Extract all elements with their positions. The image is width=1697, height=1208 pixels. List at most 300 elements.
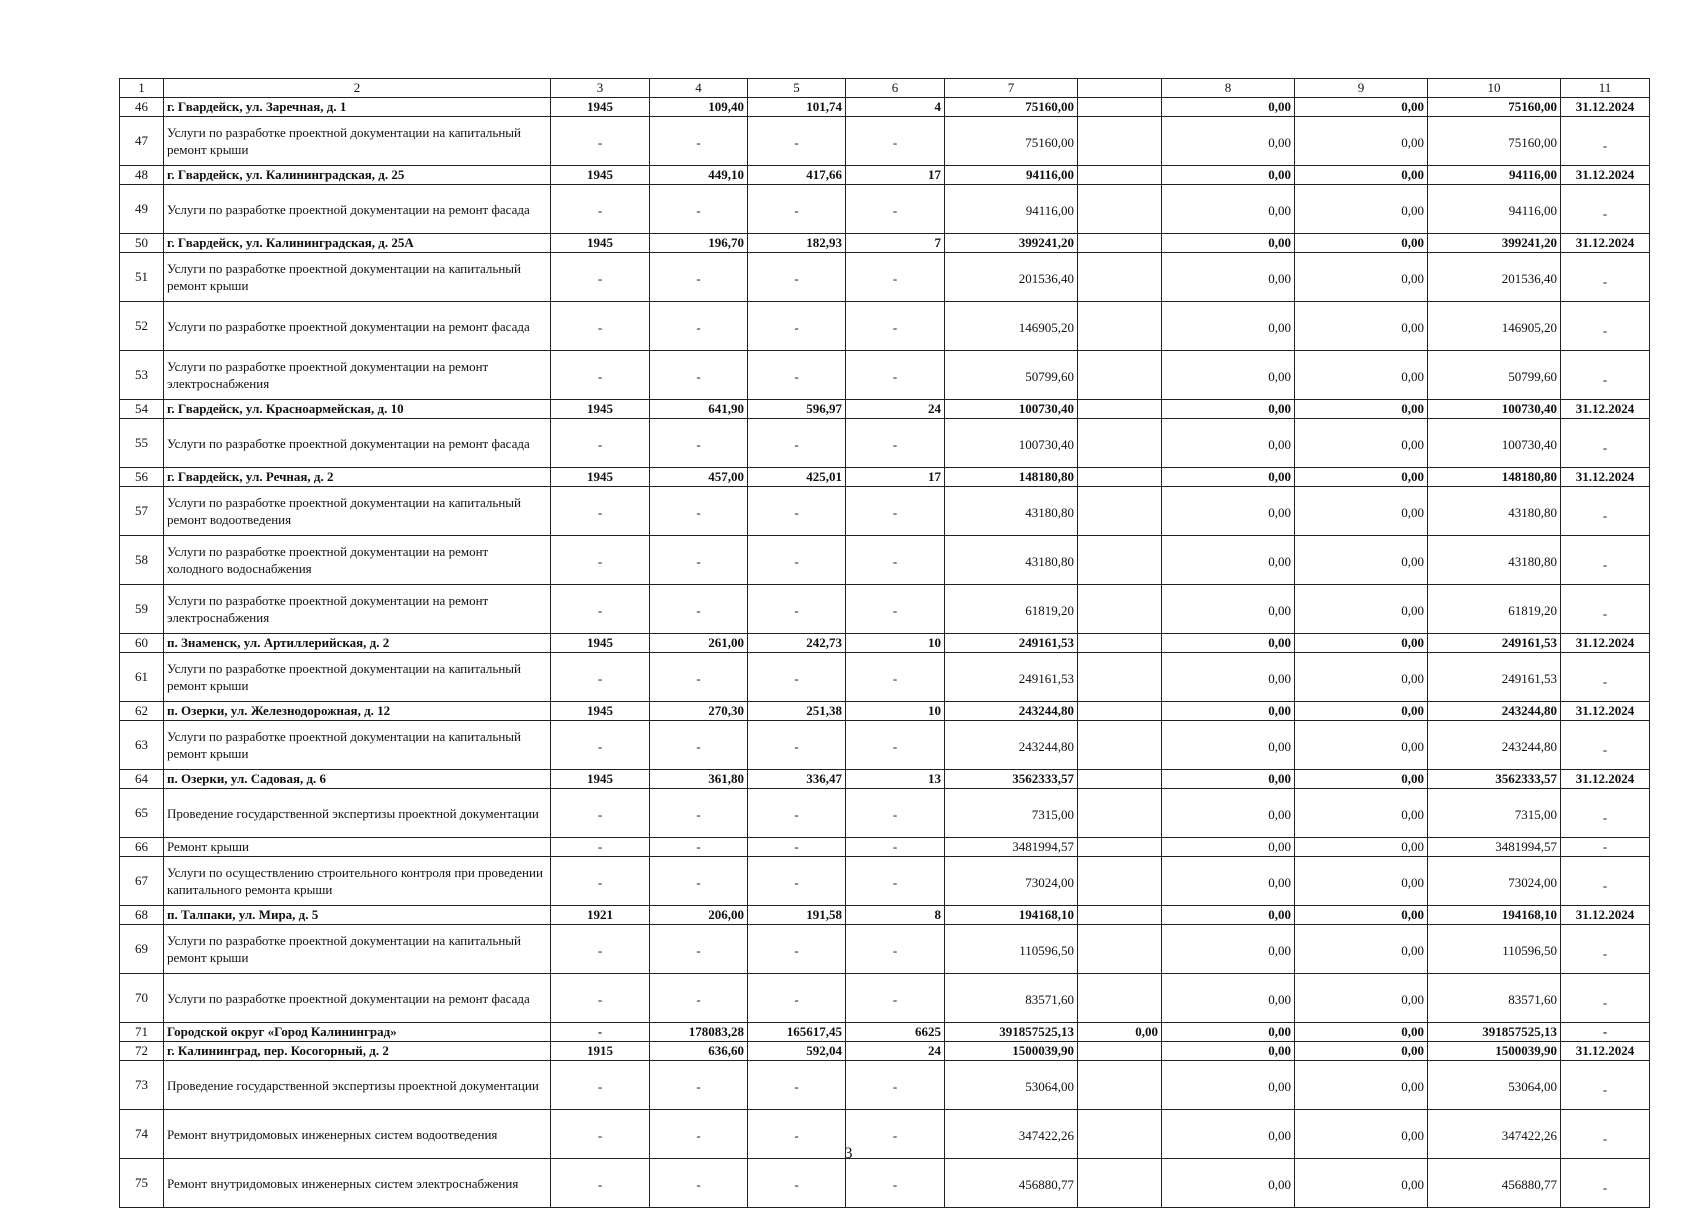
row-name: Услуги по разработке проектной документации на капитальный ремонт крыши bbox=[164, 653, 551, 702]
completion-date: - bbox=[1561, 351, 1650, 400]
row-number: 52 bbox=[120, 302, 164, 351]
column-number-row bbox=[120, 79, 1650, 98]
total-area: 449,10 bbox=[650, 166, 748, 185]
cost-fund bbox=[1078, 302, 1162, 351]
cost-regional: 0,00 bbox=[1295, 419, 1428, 468]
cost-owners: 3481994,57 bbox=[1428, 838, 1561, 857]
cost-regional: 0,00 bbox=[1295, 117, 1428, 166]
cost-owners: 100730,40 bbox=[1428, 419, 1561, 468]
row-number: 55 bbox=[120, 419, 164, 468]
service-row bbox=[120, 838, 1650, 857]
year-built: - bbox=[551, 253, 650, 302]
year-built: - bbox=[551, 1159, 650, 1208]
completion-date: 31.12.2024 bbox=[1561, 468, 1650, 487]
living-area: 182,93 bbox=[748, 234, 846, 253]
residents: 17 bbox=[846, 166, 945, 185]
completion-date: - bbox=[1561, 974, 1650, 1023]
living-area: - bbox=[748, 857, 846, 906]
row-number: 67 bbox=[120, 857, 164, 906]
cost-owners: 243244,80 bbox=[1428, 702, 1561, 721]
completion-date: - bbox=[1561, 536, 1650, 585]
total-cost: 100730,40 bbox=[945, 419, 1078, 468]
service-row bbox=[120, 419, 1650, 468]
cost-owners: 347422,26 bbox=[1428, 1110, 1561, 1159]
total-cost: 75160,00 bbox=[945, 98, 1078, 117]
year-built: - bbox=[551, 789, 650, 838]
row-number: 61 bbox=[120, 653, 164, 702]
completion-date: 31.12.2024 bbox=[1561, 702, 1650, 721]
completion-date: - bbox=[1561, 653, 1650, 702]
living-area: - bbox=[748, 487, 846, 536]
living-area: - bbox=[748, 925, 846, 974]
total-area: - bbox=[650, 351, 748, 400]
row-number: 51 bbox=[120, 253, 164, 302]
year-built: - bbox=[551, 487, 650, 536]
row-name: г. Калининград, пер. Косогорный, д. 2 bbox=[164, 1042, 551, 1061]
total-cost: 43180,80 bbox=[945, 487, 1078, 536]
cost-owners: 243244,80 bbox=[1428, 721, 1561, 770]
building-row bbox=[120, 1042, 1650, 1061]
row-number: 73 bbox=[120, 1061, 164, 1110]
residents: - bbox=[846, 487, 945, 536]
year-built: 1945 bbox=[551, 770, 650, 789]
total-area: - bbox=[650, 419, 748, 468]
cost-federal: 0,00 bbox=[1162, 185, 1295, 234]
row-name: г. Гвардейск, ул. Речная, д. 2 bbox=[164, 468, 551, 487]
total-cost: 243244,80 bbox=[945, 721, 1078, 770]
row-name: Услуги по разработке проектной документации на ремонт фасада bbox=[164, 419, 551, 468]
cost-regional: 0,00 bbox=[1295, 1159, 1428, 1208]
row-number: 68 bbox=[120, 906, 164, 925]
cost-federal: 0,00 bbox=[1162, 702, 1295, 721]
total-area: 636,60 bbox=[650, 1042, 748, 1061]
row-number: 56 bbox=[120, 468, 164, 487]
living-area: - bbox=[748, 1110, 846, 1159]
residents: - bbox=[846, 302, 945, 351]
column-number: 2 bbox=[164, 79, 551, 98]
cost-owners: 43180,80 bbox=[1428, 536, 1561, 585]
residents: - bbox=[846, 1159, 945, 1208]
row-number: 49 bbox=[120, 185, 164, 234]
row-number: 72 bbox=[120, 1042, 164, 1061]
total-area: 109,40 bbox=[650, 98, 748, 117]
cost-federal: 0,00 bbox=[1162, 117, 1295, 166]
living-area: 336,47 bbox=[748, 770, 846, 789]
row-number: 71 bbox=[120, 1023, 164, 1042]
total-cost: 43180,80 bbox=[945, 536, 1078, 585]
row-name: Услуги по разработке проектной документации на капитальный ремонт крыши bbox=[164, 117, 551, 166]
building-row bbox=[120, 468, 1650, 487]
residents: - bbox=[846, 253, 945, 302]
cost-owners: 73024,00 bbox=[1428, 857, 1561, 906]
total-area: - bbox=[650, 653, 748, 702]
cost-regional: 0,00 bbox=[1295, 1023, 1428, 1042]
total-cost: 391857525,13 bbox=[945, 1023, 1078, 1042]
residents: - bbox=[846, 1061, 945, 1110]
completion-date: - bbox=[1561, 838, 1650, 857]
row-name: Проведение государственной экспертизы проектной документации bbox=[164, 789, 551, 838]
total-area: 641,90 bbox=[650, 400, 748, 419]
service-row bbox=[120, 585, 1650, 634]
row-number: 53 bbox=[120, 351, 164, 400]
total-cost: 50799,60 bbox=[945, 351, 1078, 400]
cost-federal: 0,00 bbox=[1162, 634, 1295, 653]
residents: - bbox=[846, 789, 945, 838]
completion-date: - bbox=[1561, 585, 1650, 634]
cost-fund bbox=[1078, 974, 1162, 1023]
cost-regional: 0,00 bbox=[1295, 234, 1428, 253]
residents: - bbox=[846, 974, 945, 1023]
year-built: - bbox=[551, 974, 650, 1023]
year-built: - bbox=[551, 838, 650, 857]
cost-owners: 1500039,90 bbox=[1428, 1042, 1561, 1061]
total-cost: 249161,53 bbox=[945, 634, 1078, 653]
cost-regional: 0,00 bbox=[1295, 253, 1428, 302]
cost-fund bbox=[1078, 857, 1162, 906]
living-area: - bbox=[748, 302, 846, 351]
total-cost: 399241,20 bbox=[945, 234, 1078, 253]
cost-fund bbox=[1078, 1061, 1162, 1110]
year-built: - bbox=[551, 1110, 650, 1159]
residents: 6625 bbox=[846, 1023, 945, 1042]
row-number: 65 bbox=[120, 789, 164, 838]
year-built: 1945 bbox=[551, 400, 650, 419]
cost-owners: 94116,00 bbox=[1428, 185, 1561, 234]
row-number: 70 bbox=[120, 974, 164, 1023]
cost-owners: 61819,20 bbox=[1428, 585, 1561, 634]
residents: - bbox=[846, 351, 945, 400]
total-area: 361,80 bbox=[650, 770, 748, 789]
year-built: - bbox=[551, 351, 650, 400]
total-area: - bbox=[650, 1061, 748, 1110]
total-cost: 201536,40 bbox=[945, 253, 1078, 302]
cost-fund bbox=[1078, 925, 1162, 974]
cost-regional: 0,00 bbox=[1295, 634, 1428, 653]
cost-owners: 249161,53 bbox=[1428, 653, 1561, 702]
completion-date: - bbox=[1561, 721, 1650, 770]
row-number: 66 bbox=[120, 838, 164, 857]
cost-regional: 0,00 bbox=[1295, 1061, 1428, 1110]
total-cost: 110596,50 bbox=[945, 925, 1078, 974]
row-number: 46 bbox=[120, 98, 164, 117]
completion-date: 31.12.2024 bbox=[1561, 770, 1650, 789]
cost-regional: 0,00 bbox=[1295, 974, 1428, 1023]
cost-federal: 0,00 bbox=[1162, 166, 1295, 185]
cost-fund bbox=[1078, 536, 1162, 585]
cost-fund bbox=[1078, 653, 1162, 702]
row-name: Услуги по разработке проектной документации на ремонт электроснабжения bbox=[164, 585, 551, 634]
total-cost: 347422,26 bbox=[945, 1110, 1078, 1159]
cost-owners: 194168,10 bbox=[1428, 906, 1561, 925]
living-area: - bbox=[748, 974, 846, 1023]
table-body bbox=[120, 79, 1650, 1208]
cost-regional: 0,00 bbox=[1295, 906, 1428, 925]
cost-federal: 0,00 bbox=[1162, 974, 1295, 1023]
living-area: 242,73 bbox=[748, 634, 846, 653]
total-area: - bbox=[650, 487, 748, 536]
living-area: - bbox=[748, 536, 846, 585]
cost-federal: 0,00 bbox=[1162, 1042, 1295, 1061]
page-number: 3 bbox=[844, 1145, 853, 1162]
row-name: г. Гвардейск, ул. Заречная, д. 1 bbox=[164, 98, 551, 117]
cost-regional: 0,00 bbox=[1295, 302, 1428, 351]
cost-regional: 0,00 bbox=[1295, 468, 1428, 487]
cost-fund bbox=[1078, 468, 1162, 487]
row-name: Услуги по разработке проектной документации на капитальный ремонт крыши bbox=[164, 721, 551, 770]
cost-federal: 0,00 bbox=[1162, 925, 1295, 974]
total-area: - bbox=[650, 838, 748, 857]
cost-fund bbox=[1078, 585, 1162, 634]
row-number: 60 bbox=[120, 634, 164, 653]
cost-regional: 0,00 bbox=[1295, 1042, 1428, 1061]
living-area: - bbox=[748, 1159, 846, 1208]
cost-regional: 0,00 bbox=[1295, 166, 1428, 185]
residents: 13 bbox=[846, 770, 945, 789]
cost-federal: 0,00 bbox=[1162, 419, 1295, 468]
completion-date: - bbox=[1561, 925, 1650, 974]
service-row bbox=[120, 653, 1650, 702]
cost-regional: 0,00 bbox=[1295, 838, 1428, 857]
total-area: - bbox=[650, 925, 748, 974]
cost-fund bbox=[1078, 419, 1162, 468]
service-row bbox=[120, 536, 1650, 585]
cost-owners: 399241,20 bbox=[1428, 234, 1561, 253]
row-name: п. Талпаки, ул. Мира, д. 5 bbox=[164, 906, 551, 925]
cost-owners: 75160,00 bbox=[1428, 98, 1561, 117]
cost-fund bbox=[1078, 789, 1162, 838]
row-number: 62 bbox=[120, 702, 164, 721]
total-cost: 3562333,57 bbox=[945, 770, 1078, 789]
total-cost: 100730,40 bbox=[945, 400, 1078, 419]
year-built: - bbox=[551, 419, 650, 468]
cost-fund: 0,00 bbox=[1078, 1023, 1162, 1042]
living-area: - bbox=[748, 585, 846, 634]
completion-date: - bbox=[1561, 419, 1650, 468]
year-built: 1915 bbox=[551, 1042, 650, 1061]
cost-fund bbox=[1078, 634, 1162, 653]
building-row bbox=[120, 400, 1650, 419]
service-row bbox=[120, 1159, 1650, 1208]
completion-date: 31.12.2024 bbox=[1561, 98, 1650, 117]
total-area: 270,30 bbox=[650, 702, 748, 721]
service-row bbox=[120, 185, 1650, 234]
total-area: 457,00 bbox=[650, 468, 748, 487]
total-cost: 94116,00 bbox=[945, 166, 1078, 185]
cost-owners: 249161,53 bbox=[1428, 634, 1561, 653]
building-row bbox=[120, 634, 1650, 653]
row-name: Городской округ «Город Калининград» bbox=[164, 1023, 551, 1042]
column-number: 4 bbox=[650, 79, 748, 98]
row-name: Услуги по осуществлению строительного контроля при проведении капитального ремонта крыши bbox=[164, 857, 551, 906]
cost-regional: 0,00 bbox=[1295, 789, 1428, 838]
total-cost: 94116,00 bbox=[945, 185, 1078, 234]
service-row bbox=[120, 721, 1650, 770]
living-area: - bbox=[748, 117, 846, 166]
cost-owners: 43180,80 bbox=[1428, 487, 1561, 536]
row-number: 74 bbox=[120, 1110, 164, 1159]
cost-fund bbox=[1078, 770, 1162, 789]
living-area: - bbox=[748, 419, 846, 468]
service-row bbox=[120, 925, 1650, 974]
residents: - bbox=[846, 419, 945, 468]
service-row bbox=[120, 302, 1650, 351]
column-number bbox=[1078, 79, 1162, 98]
cost-owners: 7315,00 bbox=[1428, 789, 1561, 838]
cost-owners: 53064,00 bbox=[1428, 1061, 1561, 1110]
service-row bbox=[120, 789, 1650, 838]
column-number: 1 bbox=[120, 79, 164, 98]
year-built: 1945 bbox=[551, 702, 650, 721]
living-area: 165617,45 bbox=[748, 1023, 846, 1042]
total-area: 261,00 bbox=[650, 634, 748, 653]
residents: 8 bbox=[846, 906, 945, 925]
residents: 24 bbox=[846, 1042, 945, 1061]
total-area: - bbox=[650, 974, 748, 1023]
residents: - bbox=[846, 721, 945, 770]
cost-federal: 0,00 bbox=[1162, 585, 1295, 634]
column-number: 8 bbox=[1162, 79, 1295, 98]
row-name: Услуги по разработке проектной документации на ремонт фасада bbox=[164, 185, 551, 234]
completion-date: 31.12.2024 bbox=[1561, 400, 1650, 419]
row-number: 57 bbox=[120, 487, 164, 536]
living-area: - bbox=[748, 838, 846, 857]
cost-federal: 0,00 bbox=[1162, 1159, 1295, 1208]
year-built: 1945 bbox=[551, 234, 650, 253]
residents: - bbox=[846, 185, 945, 234]
cost-fund bbox=[1078, 351, 1162, 400]
row-name: Услуги по разработке проектной документации на капитальный ремонт крыши bbox=[164, 253, 551, 302]
cost-fund bbox=[1078, 185, 1162, 234]
service-row bbox=[120, 974, 1650, 1023]
completion-date: 31.12.2024 bbox=[1561, 1042, 1650, 1061]
total-area: - bbox=[650, 1110, 748, 1159]
row-name: п. Знаменск, ул. Артиллерийская, д. 2 bbox=[164, 634, 551, 653]
cost-fund bbox=[1078, 234, 1162, 253]
year-built: 1945 bbox=[551, 98, 650, 117]
living-area: 425,01 bbox=[748, 468, 846, 487]
row-name: Ремонт внутридомовых инженерных систем электроснабжения bbox=[164, 1159, 551, 1208]
cost-fund bbox=[1078, 1159, 1162, 1208]
service-row bbox=[120, 351, 1650, 400]
cost-owners: 94116,00 bbox=[1428, 166, 1561, 185]
row-name: Услуги по разработке проектной документации на капитальный ремонт водоотведения bbox=[164, 487, 551, 536]
cost-owners: 3562333,57 bbox=[1428, 770, 1561, 789]
year-built: - bbox=[551, 185, 650, 234]
cost-federal: 0,00 bbox=[1162, 400, 1295, 419]
total-cost: 243244,80 bbox=[945, 702, 1078, 721]
year-built: - bbox=[551, 302, 650, 351]
cost-federal: 0,00 bbox=[1162, 653, 1295, 702]
cost-regional: 0,00 bbox=[1295, 653, 1428, 702]
capital-repair-table bbox=[119, 78, 1650, 1208]
cost-regional: 0,00 bbox=[1295, 702, 1428, 721]
building-row bbox=[120, 166, 1650, 185]
completion-date: 31.12.2024 bbox=[1561, 234, 1650, 253]
cost-federal: 0,00 bbox=[1162, 253, 1295, 302]
total-cost: 53064,00 bbox=[945, 1061, 1078, 1110]
year-built: - bbox=[551, 721, 650, 770]
living-area: - bbox=[748, 653, 846, 702]
completion-date: - bbox=[1561, 253, 1650, 302]
cost-federal: 0,00 bbox=[1162, 98, 1295, 117]
year-built: 1921 bbox=[551, 906, 650, 925]
year-built: - bbox=[551, 653, 650, 702]
total-area: - bbox=[650, 185, 748, 234]
total-cost: 83571,60 bbox=[945, 974, 1078, 1023]
cost-federal: 0,00 bbox=[1162, 857, 1295, 906]
row-name: Ремонт внутридомовых инженерных систем водоотведения bbox=[164, 1110, 551, 1159]
living-area: 191,58 bbox=[748, 906, 846, 925]
living-area: - bbox=[748, 1061, 846, 1110]
total-cost: 75160,00 bbox=[945, 117, 1078, 166]
total-cost: 73024,00 bbox=[945, 857, 1078, 906]
living-area: - bbox=[748, 721, 846, 770]
row-name: г. Гвардейск, ул. Калининградская, д. 25А bbox=[164, 234, 551, 253]
total-cost: 7315,00 bbox=[945, 789, 1078, 838]
living-area: 596,97 bbox=[748, 400, 846, 419]
building-row bbox=[120, 234, 1650, 253]
completion-date: 31.12.2024 bbox=[1561, 906, 1650, 925]
row-name: Услуги по разработке проектной документации на ремонт электроснабжения bbox=[164, 351, 551, 400]
row-name: Услуги по разработке проектной документации на ремонт фасада bbox=[164, 302, 551, 351]
total-cost: 148180,80 bbox=[945, 468, 1078, 487]
cost-federal: 0,00 bbox=[1162, 789, 1295, 838]
building-row bbox=[120, 98, 1650, 117]
service-row bbox=[120, 117, 1650, 166]
row-number: 48 bbox=[120, 166, 164, 185]
cost-owners: 391857525,13 bbox=[1428, 1023, 1561, 1042]
row-name: Услуги по разработке проектной документации на ремонт холодного водоснабжения bbox=[164, 536, 551, 585]
year-built: - bbox=[551, 117, 650, 166]
cost-owners: 100730,40 bbox=[1428, 400, 1561, 419]
residents: - bbox=[846, 117, 945, 166]
total-area: - bbox=[650, 302, 748, 351]
living-area: - bbox=[748, 789, 846, 838]
column-number: 5 bbox=[748, 79, 846, 98]
year-built: - bbox=[551, 925, 650, 974]
residents: - bbox=[846, 838, 945, 857]
total-cost: 146905,20 bbox=[945, 302, 1078, 351]
cost-owners: 456880,77 bbox=[1428, 1159, 1561, 1208]
total-area: - bbox=[650, 585, 748, 634]
row-number: 58 bbox=[120, 536, 164, 585]
building-row bbox=[120, 1023, 1650, 1042]
cost-federal: 0,00 bbox=[1162, 1023, 1295, 1042]
column-number: 10 bbox=[1428, 79, 1561, 98]
completion-date: - bbox=[1561, 1061, 1650, 1110]
cost-federal: 0,00 bbox=[1162, 1061, 1295, 1110]
cost-regional: 0,00 bbox=[1295, 487, 1428, 536]
total-area: - bbox=[650, 1159, 748, 1208]
cost-federal: 0,00 bbox=[1162, 906, 1295, 925]
cost-regional: 0,00 bbox=[1295, 925, 1428, 974]
total-area: 206,00 bbox=[650, 906, 748, 925]
cost-federal: 0,00 bbox=[1162, 234, 1295, 253]
cost-federal: 0,00 bbox=[1162, 721, 1295, 770]
cost-owners: 201536,40 bbox=[1428, 253, 1561, 302]
completion-date: 31.12.2024 bbox=[1561, 166, 1650, 185]
cost-regional: 0,00 bbox=[1295, 351, 1428, 400]
living-area: 417,66 bbox=[748, 166, 846, 185]
year-built: - bbox=[551, 585, 650, 634]
living-area: - bbox=[748, 351, 846, 400]
year-built: 1945 bbox=[551, 468, 650, 487]
cost-federal: 0,00 bbox=[1162, 838, 1295, 857]
column-number: 3 bbox=[551, 79, 650, 98]
cost-regional: 0,00 bbox=[1295, 400, 1428, 419]
residents: 7 bbox=[846, 234, 945, 253]
total-cost: 61819,20 bbox=[945, 585, 1078, 634]
